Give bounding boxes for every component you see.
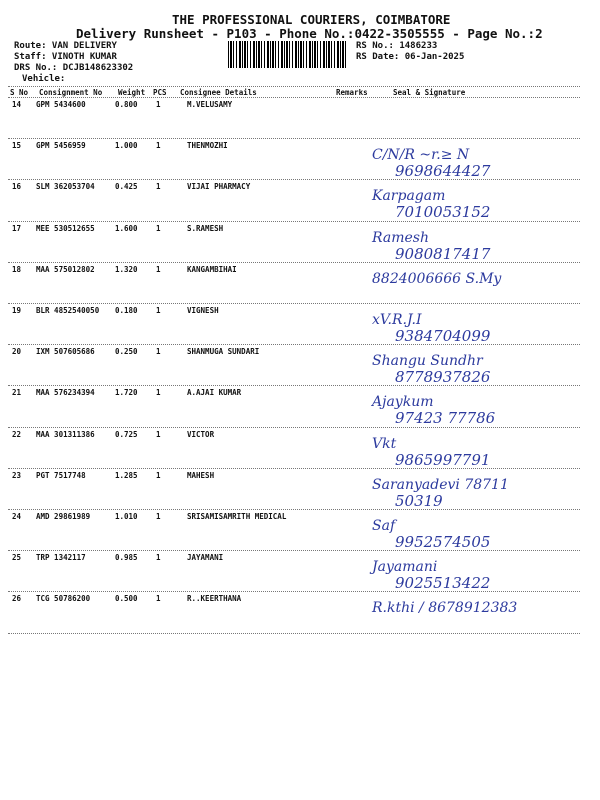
row-consignment: BLR 4852540050 — [36, 306, 100, 315]
row-divider — [8, 138, 580, 139]
row-consignment: TRP 1342117 — [36, 553, 86, 563]
row-consignment: SLM 362053704 — [36, 182, 95, 192]
row-pcs: 1 — [156, 306, 161, 315]
barcode-graphic — [228, 41, 346, 68]
row-sno: 16 — [12, 182, 22, 192]
signature-text: 9080817417 — [395, 244, 491, 263]
row-weight: 1.010 — [115, 512, 138, 521]
col-weight: Weight — [118, 88, 146, 97]
company-title: THE PROFESSIONAL COURIERS, COIMBATORE — [172, 12, 451, 27]
row-divider — [8, 591, 580, 592]
col-sno: S No — [10, 88, 29, 97]
signature-text: Ramesh — [372, 229, 429, 246]
rs-date: RS Date: 06-Jan-2025 — [356, 52, 465, 62]
row-weight: 0.500 — [115, 594, 138, 604]
row-consignment: TCG 50786200 — [36, 594, 91, 604]
runsheet-subtitle: Delivery Runsheet - P103 - Phone No.:0422-3505555 - Page No.:2 — [76, 26, 543, 41]
col-consignment: Consignment No — [39, 88, 103, 97]
signature-text: Saranyadevi 78711 — [372, 476, 509, 493]
row-consignee: KANGAMBIHAI — [187, 264, 237, 274]
signature-text: Saf — [372, 518, 396, 534]
row-consignee: THENMOZHI — [187, 141, 228, 151]
row-consignment: AMD 29861989 — [36, 512, 91, 521]
signature-text: 9698644427 — [395, 162, 491, 181]
row-pcs: 1 — [156, 182, 161, 192]
row-consignment: GPM 5434600 — [36, 100, 86, 109]
row-consignment: GPM 5456959 — [36, 141, 86, 151]
col-seal-signature: Seal & Signature — [393, 88, 466, 97]
header-top-rule — [8, 86, 580, 87]
row-consignee: R..KEERTHANA — [187, 594, 242, 604]
row-consignment: MEE 530512655 — [36, 223, 95, 233]
row-sno: 20 — [12, 347, 22, 357]
row-sno: 18 — [12, 264, 22, 274]
row-divider — [8, 344, 580, 345]
signature-text: 97423 77786 — [395, 409, 496, 428]
signature-text: 8778937826 — [395, 368, 491, 387]
row-weight: 0.800 — [115, 100, 138, 109]
row-sno: 24 — [12, 512, 22, 521]
staff-label: Staff: VINOTH KUMAR — [14, 52, 117, 62]
row-pcs: 1 — [156, 594, 161, 604]
row-divider — [8, 427, 580, 428]
vehicle-label: Vehicle: — [22, 74, 66, 84]
row-pcs: 1 — [156, 470, 161, 480]
row-consignment: IXM 507605686 — [36, 347, 95, 357]
row-sno: 14 — [12, 100, 22, 109]
row-weight: 1.720 — [115, 388, 138, 398]
signature-text: C/N/R ~r.≥ N — [372, 147, 470, 164]
row-divider — [8, 468, 580, 469]
signature-text: 8824006666 S.My — [372, 270, 502, 287]
row-sno: 23 — [12, 470, 22, 480]
signature-text: Karpagam — [372, 188, 446, 205]
signature-text: R.kthi / 8678912383 — [372, 600, 518, 617]
signature-text: 9025513422 — [395, 574, 491, 593]
row-sno: 21 — [12, 388, 22, 398]
signature-text: Vkt — [372, 435, 397, 452]
row-divider — [8, 509, 580, 510]
row-consignee: VIJAI PHARMACY — [187, 182, 251, 192]
row-weight: 1.000 — [115, 141, 138, 151]
row-consignee: M.VELUSAMY — [187, 100, 233, 109]
row-consignee: A.AJAI KUMAR — [187, 388, 242, 398]
row-consignment: MAA 575012802 — [36, 264, 95, 274]
signature-text: 9865997791 — [395, 450, 491, 469]
row-consignee: VICTOR — [187, 429, 215, 439]
row-sno: 15 — [12, 141, 22, 151]
row-consignee: SRISAMISAMRITH MEDICAL — [187, 512, 287, 521]
route-label: Route: VAN DELIVERY — [14, 41, 117, 51]
row-divider — [8, 262, 580, 263]
row-pcs: 1 — [156, 100, 161, 109]
row-consignment: PGT 7517748 — [36, 470, 86, 480]
row-sno: 19 — [12, 306, 22, 315]
row-divider — [8, 385, 580, 386]
row-sno: 26 — [12, 594, 22, 604]
signature-text: Ajaykum — [372, 394, 434, 411]
row-pcs: 1 — [156, 429, 161, 439]
signature-text: 9384704099 — [395, 327, 491, 345]
row-divider — [8, 550, 580, 551]
row-sno: 22 — [12, 429, 22, 439]
row-divider — [8, 633, 580, 634]
row-weight: 0.985 — [115, 553, 138, 563]
signature-text: Jayamani — [372, 559, 438, 576]
col-consignee: Consignee Details — [180, 88, 257, 97]
rs-number: RS No.: 1486233 — [356, 41, 438, 51]
row-consignee: SHANMUGA SUNDARI — [187, 347, 260, 357]
row-weight: 1.285 — [115, 470, 138, 480]
row-pcs: 1 — [156, 553, 161, 563]
row-pcs: 1 — [156, 388, 161, 398]
row-consignee: S.RAMESH — [187, 223, 224, 233]
signature-text: 9952574505 — [395, 533, 491, 551]
row-weight: 0.725 — [115, 429, 138, 439]
row-pcs: 1 — [156, 141, 161, 151]
row-weight: 1.600 — [115, 223, 138, 233]
header-bottom-rule — [8, 97, 580, 98]
row-consignee: JAYAMANI — [187, 553, 224, 563]
row-consignment: MAA 576234394 — [36, 388, 95, 398]
col-pcs: PCS — [153, 88, 167, 97]
row-consignment: MAA 301311386 — [36, 429, 95, 439]
row-sno: 17 — [12, 223, 22, 233]
row-consignee: MAHESH — [187, 470, 215, 480]
row-pcs: 1 — [156, 347, 161, 357]
row-consignee: VIGNESH — [187, 306, 219, 315]
row-weight: 0.180 — [115, 306, 138, 315]
row-weight: 0.250 — [115, 347, 138, 357]
row-weight: 0.425 — [115, 182, 138, 192]
row-pcs: 1 — [156, 264, 161, 274]
row-weight: 1.320 — [115, 264, 138, 274]
row-pcs: 1 — [156, 512, 161, 521]
signature-text: 50319 — [395, 491, 443, 510]
row-sno: 25 — [12, 553, 22, 563]
row-divider — [8, 303, 580, 304]
signature-text: Shangu Sundhr — [372, 353, 483, 370]
row-divider — [8, 179, 580, 180]
signature-text: 7010053152 — [395, 203, 491, 222]
col-remarks: Remarks — [336, 88, 368, 97]
row-pcs: 1 — [156, 223, 161, 233]
signature-text: xV.R.J.I — [372, 312, 422, 328]
drs-label: DRS No.: DCJB148623302 — [14, 63, 134, 73]
row-divider — [8, 221, 580, 222]
